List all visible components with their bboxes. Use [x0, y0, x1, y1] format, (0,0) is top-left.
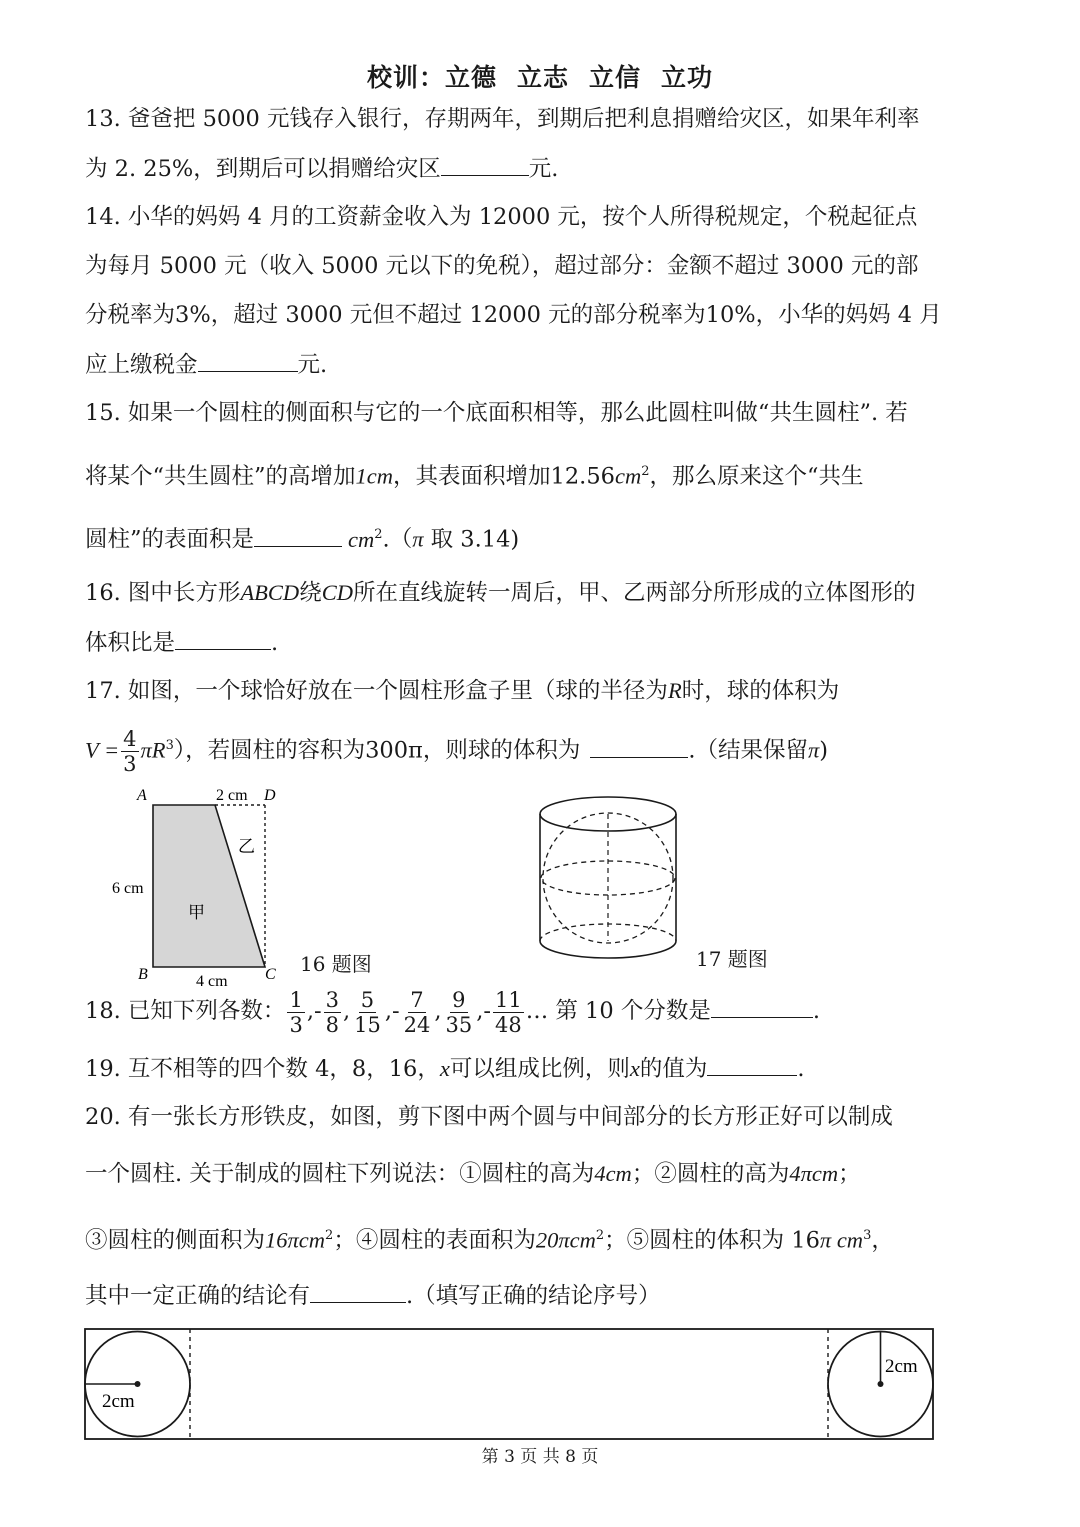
q18-fraction-numerator: 3: [325, 987, 339, 1012]
q13-text: 为 2. 25%，到期后可以捐赠给灾区: [85, 156, 441, 182]
q18-fraction-numerator: 11: [495, 987, 522, 1012]
school-motto-header: [0, 58, 1080, 94]
q18-fraction: [324, 988, 341, 1037]
q16-line1: [85, 578, 1000, 608]
left-radius-label: 2cm: [102, 1391, 135, 1412]
q17-line1: [85, 676, 1000, 706]
q15-line1: 15. 如果一个圆柱的侧面积与它的一个底面积相等，那么此圆柱叫做“共生圆柱”. 若: [85, 400, 908, 426]
q18-sign: -: [313, 998, 322, 1024]
q17-line2: V = $\frac{4}{3}$ $\pi R^3$），若圆柱的容积为300π，则球的体积为 .（结果保留π): [85, 727, 829, 776]
q15-answer-unit: cm: [348, 526, 375, 552]
q17-text-f: ): [819, 737, 829, 764]
label-bottom-length: 4 cm: [196, 973, 228, 990]
q14-line3: 分税率为3%，超过 3000 元但不超过 12000 元的部分税率为10%，小华的妈妈 4 月: [85, 302, 942, 328]
q18-fraction-numerator: 1: [289, 987, 303, 1012]
q15-line2: 将某个“共生圆柱”的高增加1cm，其表面积增加$12.56cm^2$，那么原来这个“共生: [85, 463, 864, 490]
q17-answer-blank[interactable]: [590, 735, 688, 758]
q17-text-a: 17. 如图，一个球恰好放在一个圆柱形盒子里（球的半径为: [85, 678, 668, 704]
q20-text-h: 其中一定正确的结论有: [85, 1283, 311, 1309]
q16-answer-blank[interactable]: [175, 627, 271, 650]
q18-comma: ,: [306, 998, 314, 1024]
q16-period: .: [271, 630, 279, 656]
q20-line3: ③圆柱的侧面积为16πcm$^2$；④圆柱的表面积为20πcm$^2$；⑤圆柱的体积为 16π $cm^3$，: [85, 1227, 894, 1254]
q18-line: [85, 986, 1000, 1040]
q15-answer-blank[interactable]: [254, 524, 342, 547]
q13-answer-blank[interactable]: [441, 153, 529, 176]
q15-height-increase: 1cm: [355, 463, 394, 489]
q18-answer-blank[interactable]: [711, 995, 813, 1018]
q20-text-b: ；②圆柱的高为: [631, 1161, 790, 1187]
q17-text-d: ，则球的体积为: [422, 737, 581, 764]
right-center-dot: [878, 1381, 884, 1387]
q18-fraction: [402, 988, 433, 1037]
q15-area-increase: 12.56: [550, 463, 615, 490]
figure-17-caption: 17 题图: [696, 947, 768, 971]
q17-radius-symbol: R: [667, 678, 682, 703]
label-height: 6 cm: [112, 880, 144, 897]
motto-4: 立功: [661, 63, 714, 92]
q13-line2: [85, 153, 1000, 184]
q18-comma: ,: [476, 998, 484, 1024]
figure-17: [530, 786, 690, 976]
right-radius-label: 2cm: [885, 1356, 918, 1377]
q18-fraction-denominator: 35: [445, 1012, 473, 1037]
q18-comma: ,: [434, 998, 442, 1024]
q18-text: 18. 已知下列各数：: [85, 998, 286, 1024]
q18-fraction-denominator: 15: [354, 1012, 381, 1037]
q20-volume: π cm: [819, 1227, 864, 1253]
q19-answer-blank[interactable]: [707, 1053, 797, 1076]
motto-3: 立信: [589, 63, 642, 92]
q20-line4: [85, 1280, 1000, 1311]
q18-fraction: [352, 988, 383, 1037]
q20-text-d: ③圆柱的侧面积为: [85, 1227, 266, 1254]
q14-line2: 为每月 5000 元（收入 5000 元以下的免税），超过部分：金额不超过 3000 元的部: [85, 253, 919, 279]
q20-text-f: ；⑤圆柱的体积为 16: [604, 1227, 820, 1254]
q18-fraction-numerator: 9: [452, 987, 466, 1012]
q18-fraction-numerator: 5: [360, 987, 375, 1012]
fraction-numerator: 4: [123, 727, 137, 751]
q15-text-d: 圆柱”的表面积是: [85, 526, 255, 553]
label-C: C: [265, 966, 276, 983]
q16-rect-name: ABCD: [240, 580, 300, 605]
motto-2: 立志: [516, 63, 569, 92]
q16-text-a: 16. 图中长方形: [85, 580, 241, 606]
label-yi: 乙: [238, 837, 255, 856]
q20-text-g: ，: [871, 1227, 894, 1254]
q15-text-a: 将某个“共生圆柱”的高增加: [85, 463, 356, 490]
q17-text-b: 时，球的体积为: [681, 678, 840, 704]
q18-sign: -: [392, 998, 400, 1024]
q18-fraction-sequence: [285, 987, 525, 1037]
q17-pi: π: [808, 737, 820, 763]
label-jia: 甲: [188, 903, 205, 922]
q17-capacity: 300π: [365, 737, 423, 764]
fraction-denominator: 3: [123, 752, 137, 776]
q19-line: [85, 1053, 1000, 1084]
q15-text-e: .（: [382, 526, 413, 553]
label-D: D: [264, 787, 276, 804]
q16-line2: [85, 627, 1000, 658]
q18-fraction: [493, 988, 524, 1037]
label-top-length: 2 cm: [216, 787, 248, 804]
q15-text-f: 取 3.14): [423, 526, 520, 553]
left-center-dot: [135, 1381, 141, 1387]
q20-line2: [85, 1159, 1000, 1189]
q18-fraction: [287, 988, 304, 1037]
q18-comma: ,: [342, 998, 351, 1024]
q17-text-e: .（结果保留: [688, 737, 809, 764]
q20-text-e: ；④圆柱的表面积为: [333, 1227, 536, 1254]
q15-pi: π: [412, 526, 424, 552]
q20-text-c: ；: [838, 1161, 861, 1187]
sheet-outline: [85, 1329, 933, 1439]
q18-fraction-denominator: 8: [325, 1012, 339, 1037]
q18-fraction: [444, 988, 475, 1037]
page-footer: 第 3 页 共 8 页: [481, 1447, 599, 1467]
q16-text-b: 绕: [299, 580, 322, 606]
q19-x-2: x: [629, 1056, 640, 1081]
q20-surface-area: 20πcm: [535, 1227, 596, 1253]
q15-line3: 圆柱”的表面积是 $cm^2.(\pi$ 取 3.14): [85, 520, 1000, 555]
region-jia: [153, 805, 265, 967]
q14-unit: 元.: [297, 352, 328, 378]
q14-text: 应上缴税金: [85, 352, 198, 378]
q16-text-d: 体积比是: [85, 630, 176, 656]
figure-16-caption: 16 题图: [300, 952, 372, 976]
q14-line1: 14. 小华的妈妈 4 月的工资薪金收入为 12000 元，按个人所得税规定，个税起征点: [85, 204, 918, 230]
q18-sign: -: [483, 998, 491, 1024]
q20-answer-blank[interactable]: [310, 1280, 406, 1303]
q17-formula-pir: πR: [140, 737, 166, 763]
q18-comma: ,: [384, 998, 392, 1024]
q20-line1: 20. 有一张长方形铁皮，如图，剪下图中两个圆与中间部分的长方形正好可以制成: [85, 1104, 893, 1130]
q15-text-b: ，其表面积增加: [393, 463, 551, 490]
motto-1: 立德: [444, 63, 497, 92]
q18-text-b: … 第 10 个分数是: [525, 998, 711, 1024]
q19-text-b: 可以组成比例，则: [449, 1056, 630, 1082]
q14-answer-blank[interactable]: [198, 349, 298, 372]
q18-fraction-denominator: 24: [403, 1012, 431, 1037]
q15-text-c: ，那么原来这个“共生: [649, 463, 864, 490]
q15-area-unit: cm: [614, 463, 642, 489]
q19-text-a: 19. 互不相等的四个数 4，8，16，: [85, 1056, 440, 1082]
q16-text-c: 所在直线旋转一周后，甲、乙两部分所形成的立体图形的: [352, 580, 916, 606]
q20-height-2: 4πcm: [789, 1161, 839, 1186]
q13-unit: 元.: [528, 156, 559, 182]
q20-text-i: .（填写正确的结论序号）: [406, 1283, 661, 1309]
label-B: B: [138, 966, 148, 983]
q18-fraction-denominator: 48: [495, 1012, 522, 1037]
figure-20-iron-sheet: [80, 1324, 940, 1444]
q20-lateral-area: 16πcm: [265, 1227, 326, 1253]
q18-period: .: [812, 998, 820, 1024]
q18-fraction-denominator: 3: [289, 1012, 303, 1037]
q19-period: .: [797, 1056, 805, 1082]
q20-text-a: 一个圆柱. 关于制成的圆柱下列说法：①圆柱的高为: [85, 1161, 595, 1187]
q20-height-1: 4cm: [594, 1161, 632, 1186]
q17-formula-fraction: [121, 727, 138, 776]
q17-volume-symbol: V =: [85, 737, 120, 763]
q19-text-c: 的值为: [639, 1056, 708, 1082]
q16-axis-name: CD: [321, 580, 353, 605]
q19-x-1: x: [439, 1056, 450, 1081]
q18-fraction-numerator: 7: [410, 987, 424, 1012]
q13-line1: 13. 爸爸把 5000 元钱存入银行，存期两年，到期后把利息捐赠给灾区，如果年利率: [85, 106, 920, 132]
figure-16: [100, 776, 420, 996]
motto-label: 校训：: [366, 63, 445, 92]
label-A: A: [137, 787, 147, 804]
q14-line4: [85, 349, 1000, 380]
q17-text-c: ），若圆柱的容积为: [173, 737, 366, 764]
